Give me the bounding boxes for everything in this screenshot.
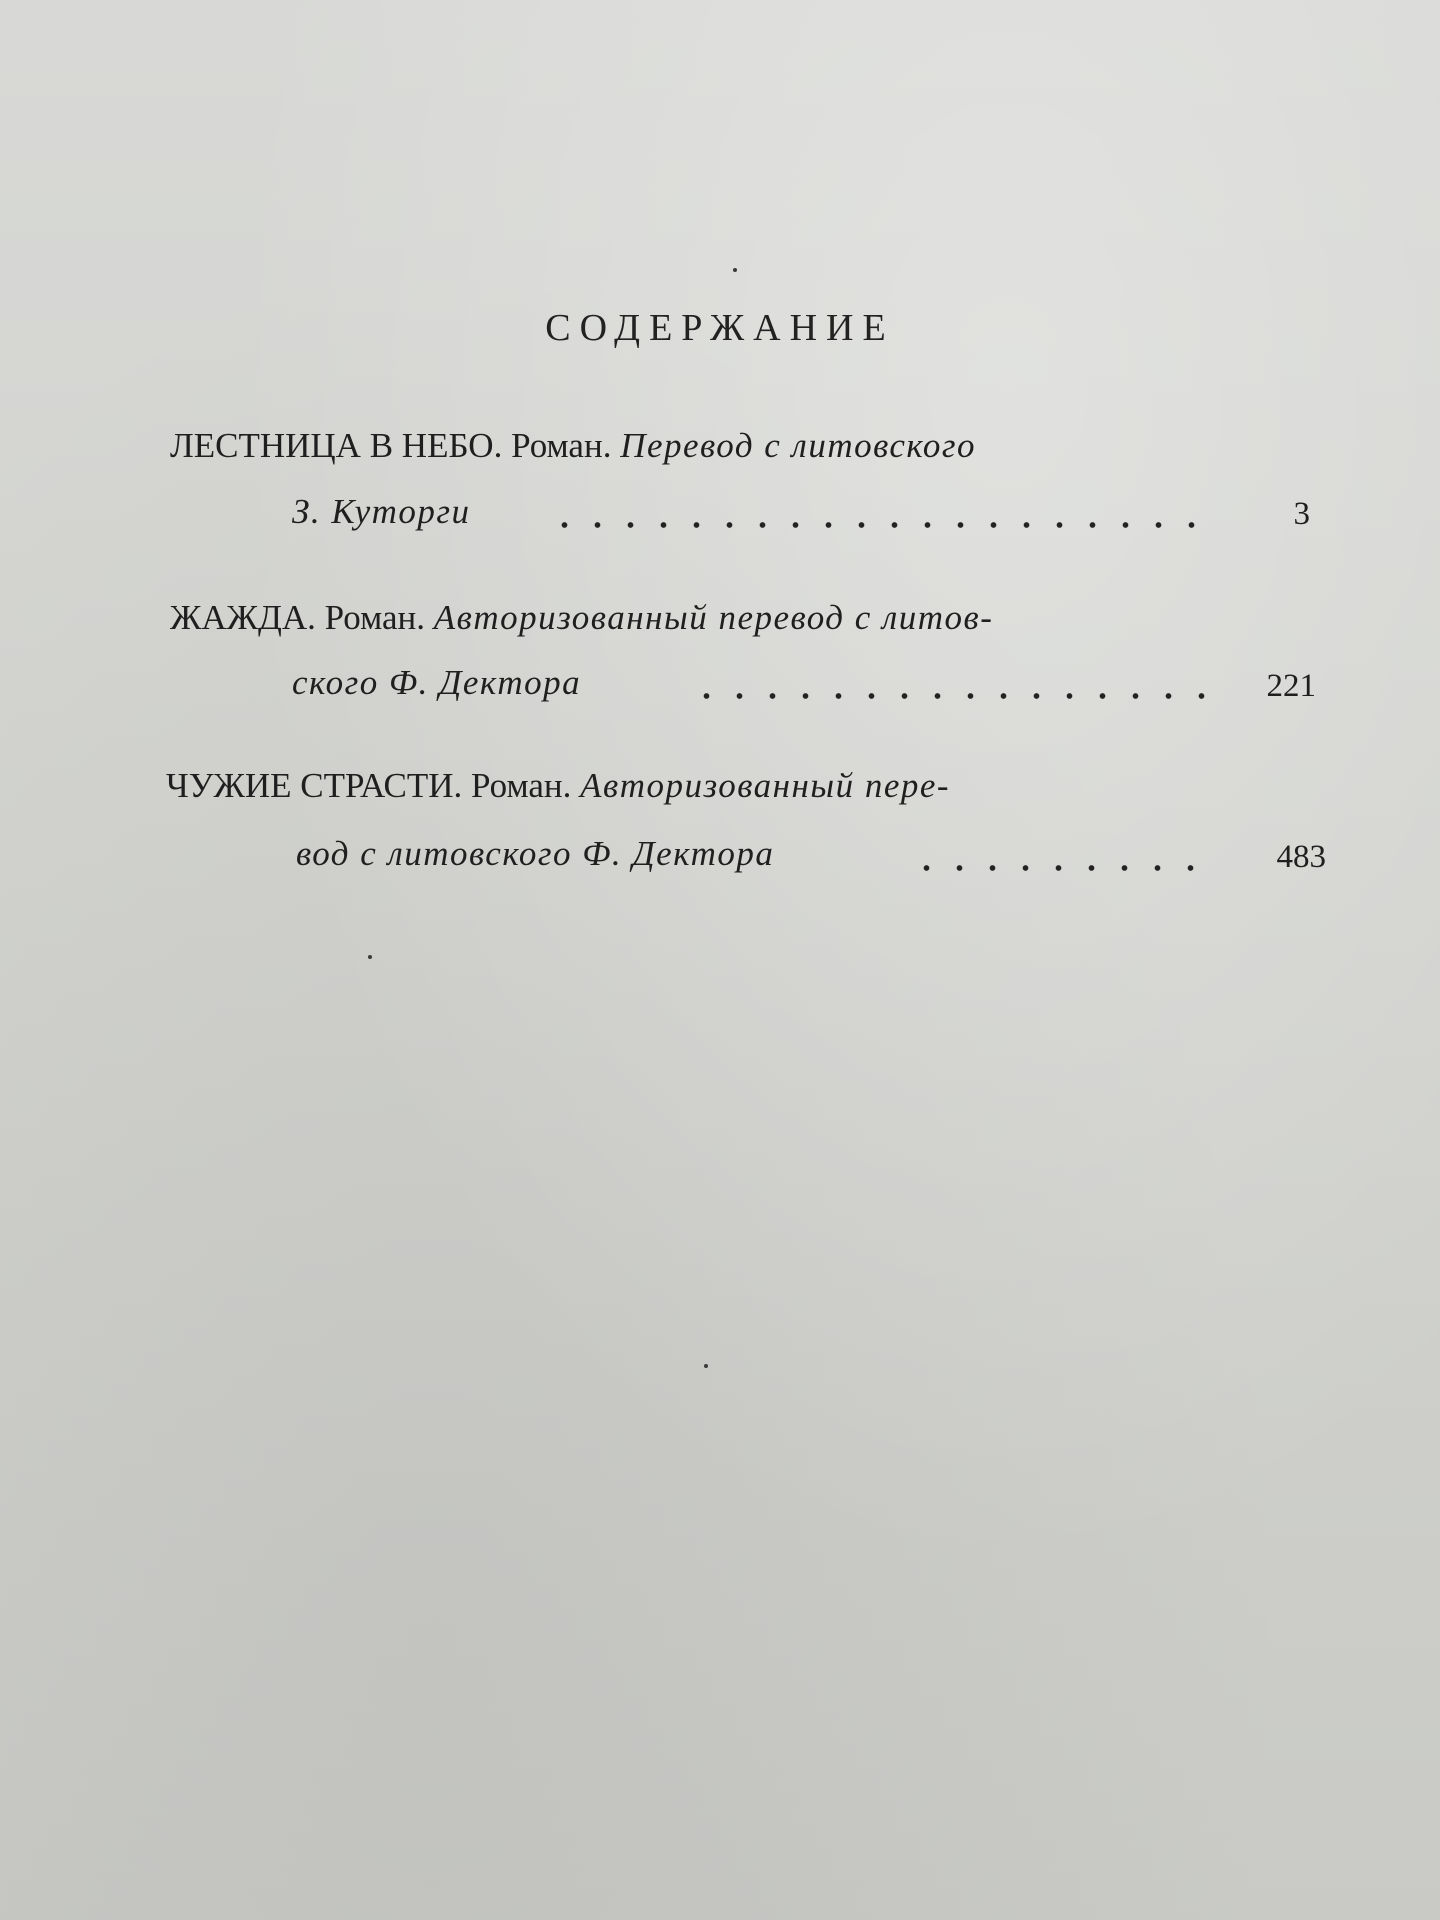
entry-translation: Авторизованный пере- xyxy=(580,766,951,805)
toc-entry-line-1 xyxy=(170,424,976,468)
dot-leader xyxy=(690,691,1210,701)
entry-title: ЖАЖДА. xyxy=(170,598,316,637)
entry-translation: Авторизованный перевод с литов- xyxy=(433,598,994,637)
entry-title: ЛЕСТНИЦА В НЕБО. xyxy=(170,426,503,465)
entry-genre: Роман. xyxy=(324,598,426,637)
entry-title: ЧУЖИЕ СТРАСТИ. xyxy=(166,766,463,805)
entry-genre: Роман. xyxy=(511,426,612,465)
entry-translation: Перевод с литовского xyxy=(620,426,977,465)
entry-translator: вод с литовского Ф. Дектора xyxy=(296,834,775,873)
page-number: 483 xyxy=(1276,839,1326,875)
entry-genre: Роман. xyxy=(471,766,572,805)
speck xyxy=(368,955,372,959)
toc-entry-line-2 xyxy=(296,832,774,876)
entry-translator: ского Ф. Дектора xyxy=(292,663,582,702)
entry-translator: З. Куторги xyxy=(292,492,471,531)
speck xyxy=(733,268,737,272)
toc-entry-line-2 xyxy=(292,661,581,705)
page-number: 3 xyxy=(1293,496,1310,532)
toc-title: СОДЕРЖАНИЕ xyxy=(545,307,895,349)
toc-entry-line-2 xyxy=(292,490,471,534)
page-number: 221 xyxy=(1266,668,1316,704)
dot-leader xyxy=(548,520,1208,530)
dot-leader xyxy=(910,863,1210,873)
toc-entry-line-1 xyxy=(166,764,950,808)
toc-entry-line-1 xyxy=(170,596,993,640)
speck xyxy=(704,1364,708,1368)
